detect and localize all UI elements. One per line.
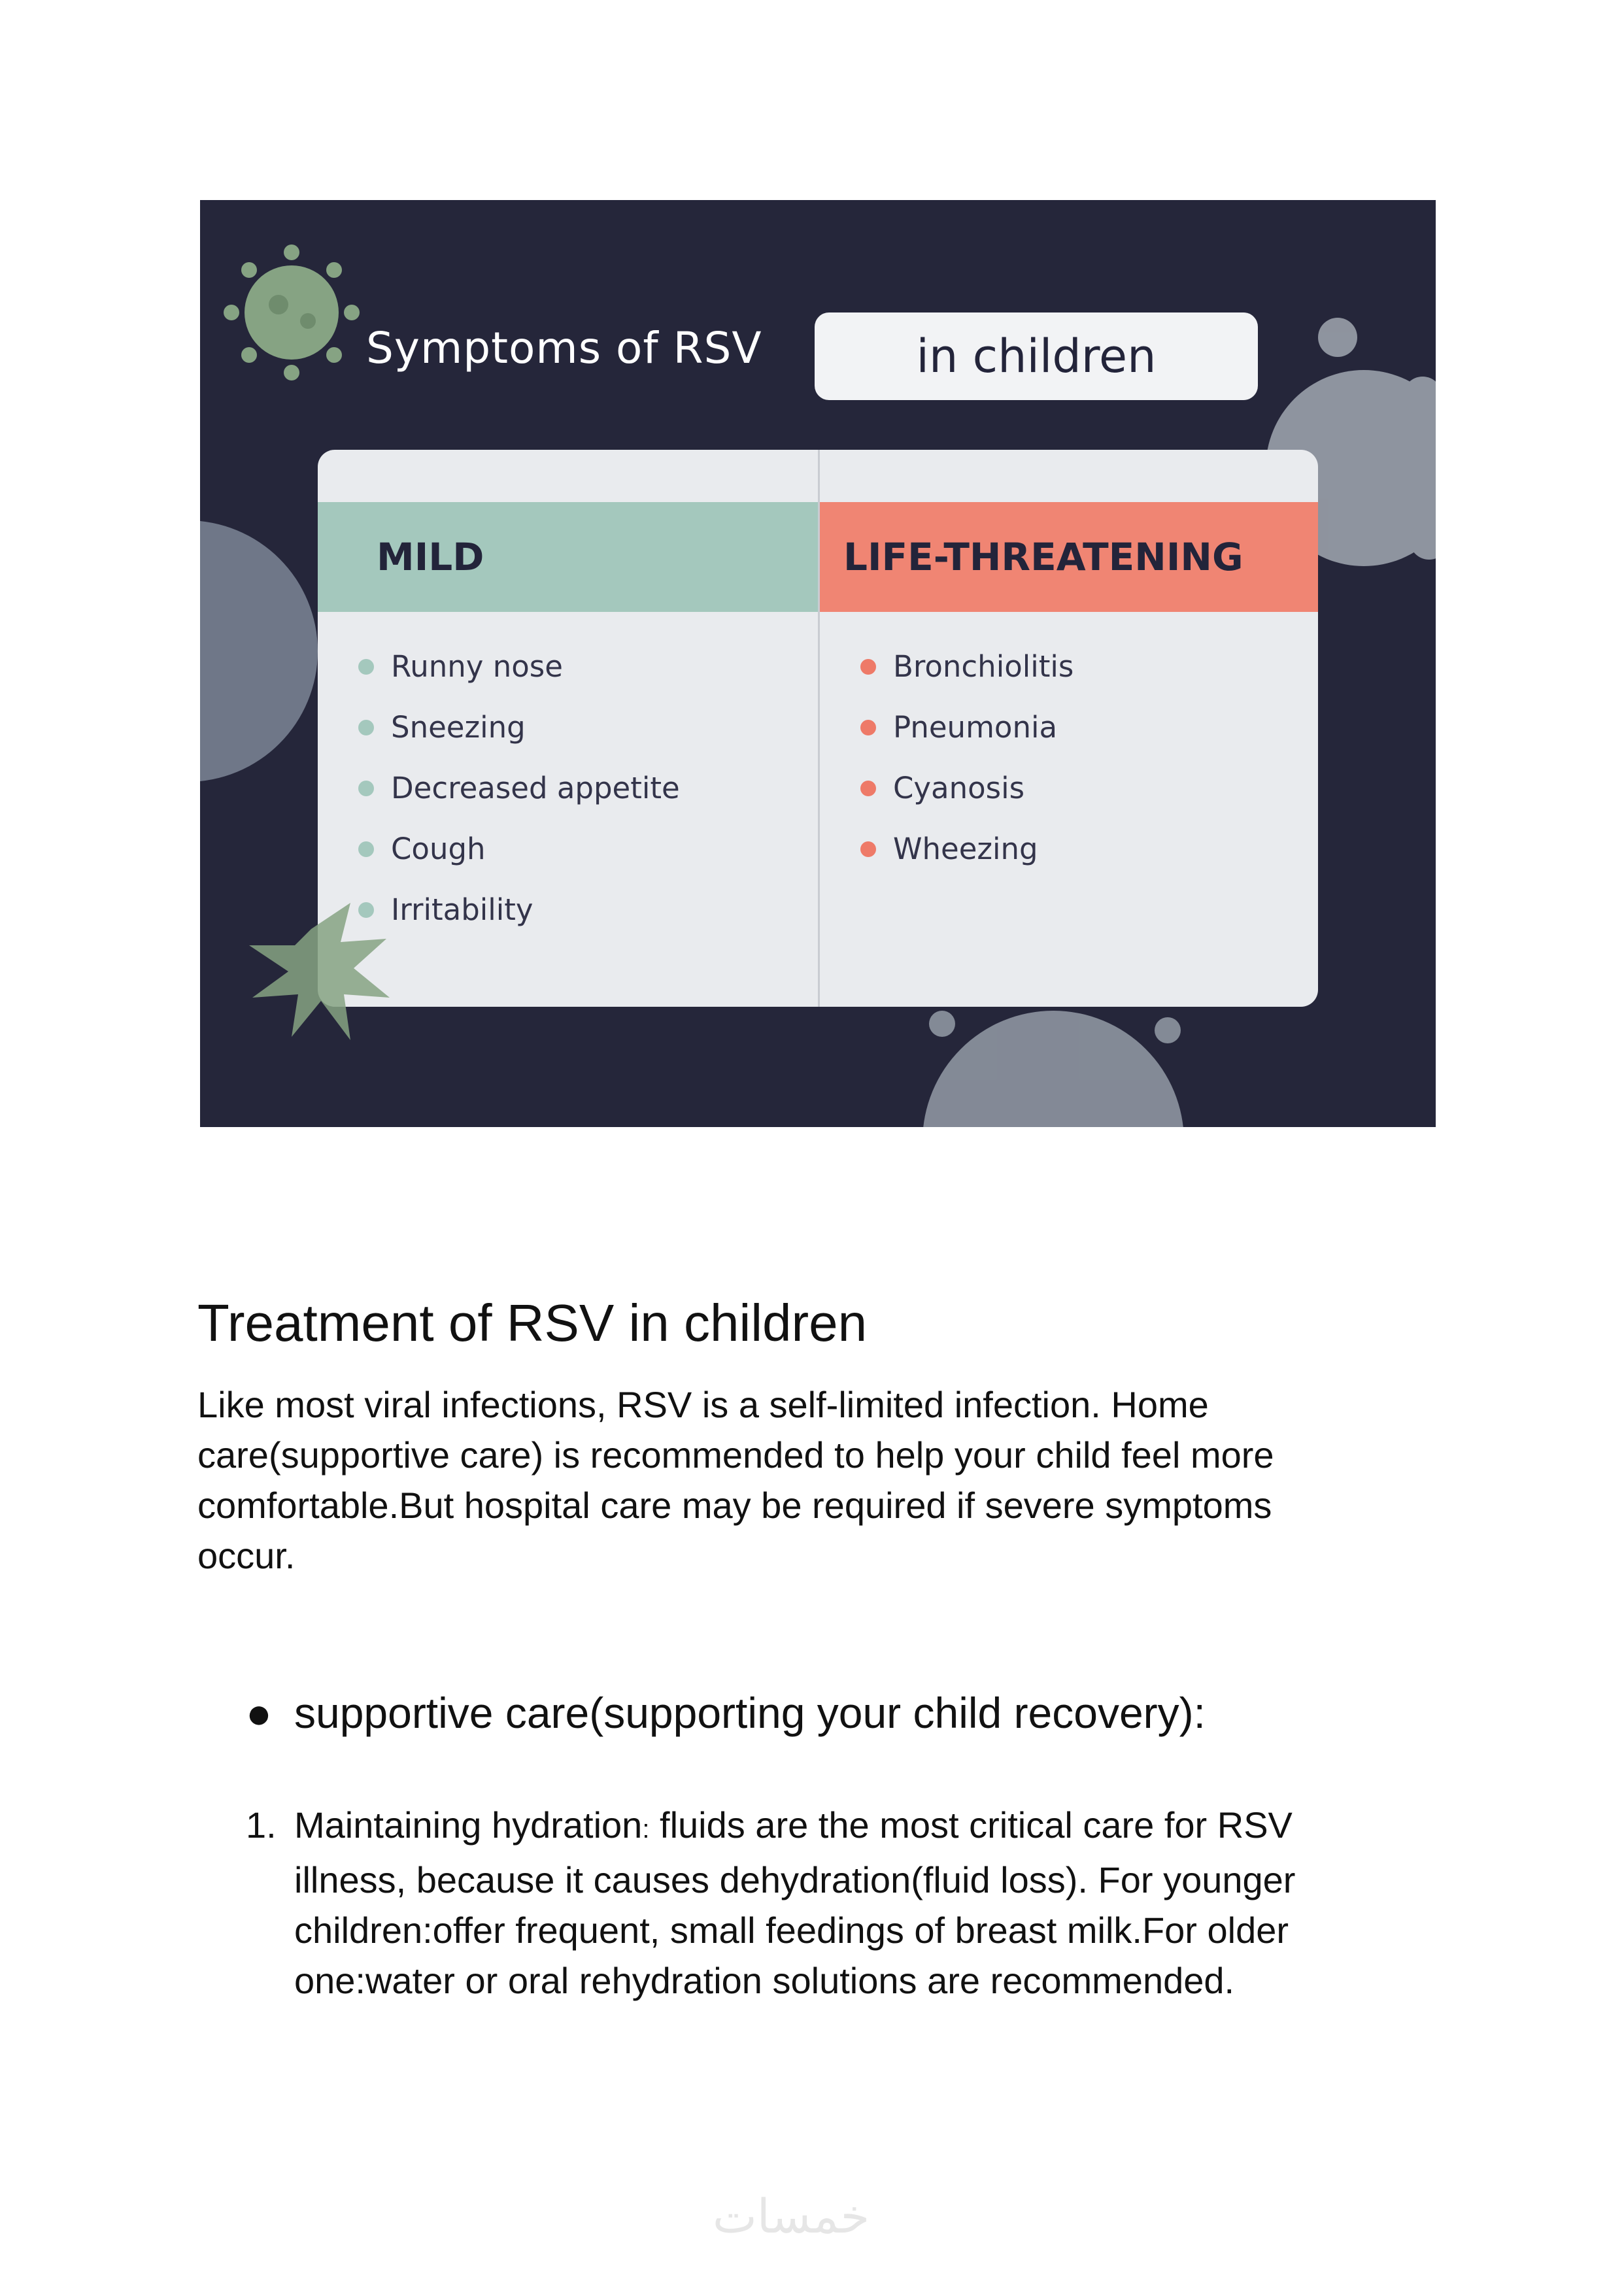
list-item: Irritability	[358, 890, 680, 951]
bullet-dot-icon	[358, 902, 374, 918]
list-item: Sneezing	[358, 708, 680, 769]
bullet-icon: ●	[246, 1689, 272, 1737]
intro-paragraph: Like most viral infections, RSV is a self-limited infection. Home care(supportive care) is recommended to help your child feel more comfortable.But hospital care may be required if severe symptoms occur.	[197, 1384, 1274, 1576]
list-item: Runny nose	[358, 647, 680, 708]
bullet-dot-icon	[860, 841, 876, 857]
bullet-dot-icon	[860, 781, 876, 796]
mild-symptoms-list	[358, 647, 680, 951]
bullet-dot-icon	[358, 659, 374, 675]
rsv-symptoms-infographic	[200, 200, 1436, 1127]
symptoms-table	[318, 450, 1318, 1007]
list-item: Pneumonia	[860, 708, 1074, 769]
list-item: Decreased appetite	[358, 769, 680, 830]
watermark-logo: خمسات	[713, 2189, 870, 2244]
numbered-list-item	[246, 1800, 1370, 2006]
bullet-dot-icon	[358, 781, 374, 796]
list-item-text: Maintaining hydration: fluids are the most critical care for RSV illness, because it causes dehydration(fluid loss). For younger children:offer frequent, small feedings of breast milk.For older one:water or oral rehydration solutions are recommended.	[294, 1804, 1296, 2001]
mild-column-header: MILD	[318, 502, 818, 612]
list-item: Wheezing	[860, 830, 1074, 890]
list-item: Cough	[358, 830, 680, 890]
bullet-dot-icon	[358, 720, 374, 735]
bullet-dot-icon	[860, 720, 876, 735]
bullet-text: supportive care(supporting your child recovery):	[294, 1689, 1206, 1737]
life-threatening-column-header: LIFE-THREATENING	[820, 502, 1318, 612]
virus-icon	[200, 520, 318, 782]
list-number: 1.	[246, 1804, 277, 1846]
bullet-dot-icon	[860, 659, 876, 675]
infographic-title: Symptoms of RSV	[366, 323, 762, 373]
bullet-dot-icon	[358, 841, 374, 857]
list-item: Bronchiolitis	[860, 647, 1074, 708]
infographic-subtitle-pill: in children	[815, 312, 1258, 400]
virus-icon	[224, 245, 360, 380]
section-heading: Treatment of RSV in children	[197, 1294, 868, 1352]
life-threatening-symptoms-list	[860, 647, 1074, 890]
list-item: Cyanosis	[860, 769, 1074, 830]
